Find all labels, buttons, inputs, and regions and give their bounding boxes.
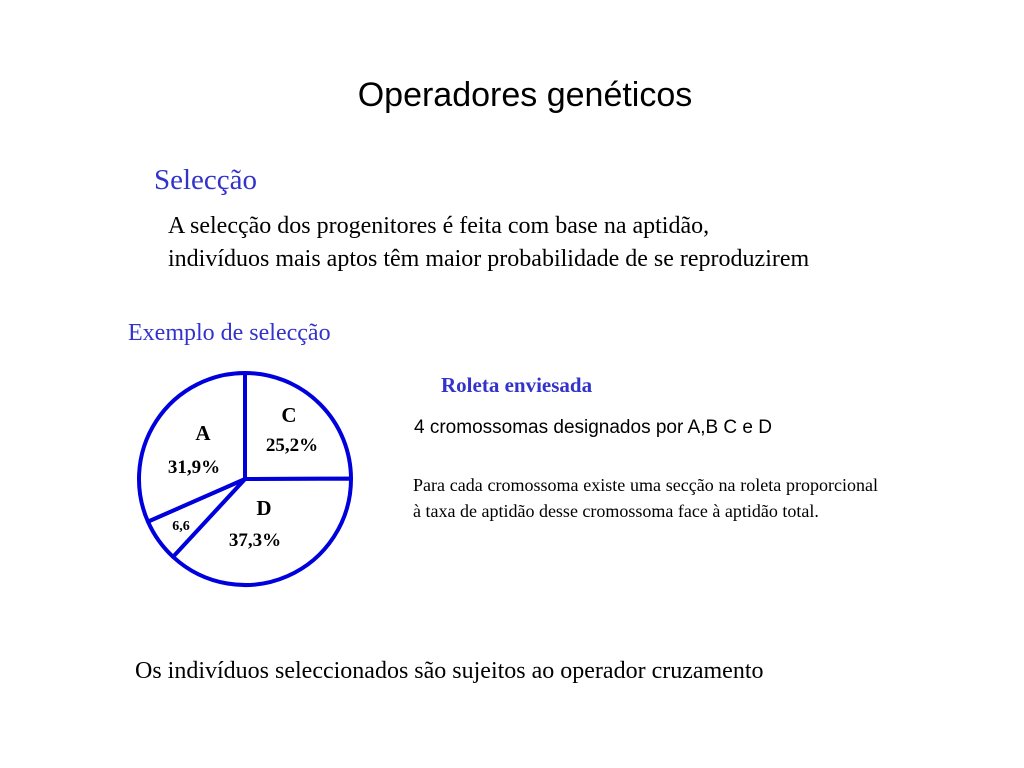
- pie-slice-value-c: 25,2%: [265, 435, 319, 456]
- chromosomes-text: 4 cromossomas designados por A,B C e D: [414, 417, 773, 438]
- explanation-text: Para cada cromossoma existe uma secção na roleta proporcional à taxa de aptidão desse cromossoma face à aptidão total.: [413, 475, 878, 521]
- pie-slice-c: [245, 373, 351, 479]
- description-line-1: A selecção dos progenitores é feita com base na aptidão,: [168, 213, 710, 239]
- pie-slice-name-a: A: [195, 421, 211, 445]
- pie-slice-name-d: D: [256, 496, 272, 520]
- pie-slice-name-c: C: [281, 403, 297, 427]
- example-heading: Exemplo de selecção: [128, 320, 331, 346]
- pie-slice-value-a: 31,9%: [167, 457, 221, 478]
- slide-title: Operadores genéticos: [357, 76, 693, 114]
- roulette-title: Roleta enviesada: [441, 373, 593, 397]
- conclusion-text: Os indivíduos seleccionados são sujeitos ao operador cruzamento: [135, 658, 764, 684]
- description-line-2: indivíduos mais aptos têm maior probabilidade de se reproduzirem: [168, 246, 810, 272]
- section-heading: Selecção: [154, 164, 258, 196]
- pie-slice-value-b: 6,6: [172, 519, 190, 534]
- pie-slice-value-d: 37,3%: [228, 530, 282, 551]
